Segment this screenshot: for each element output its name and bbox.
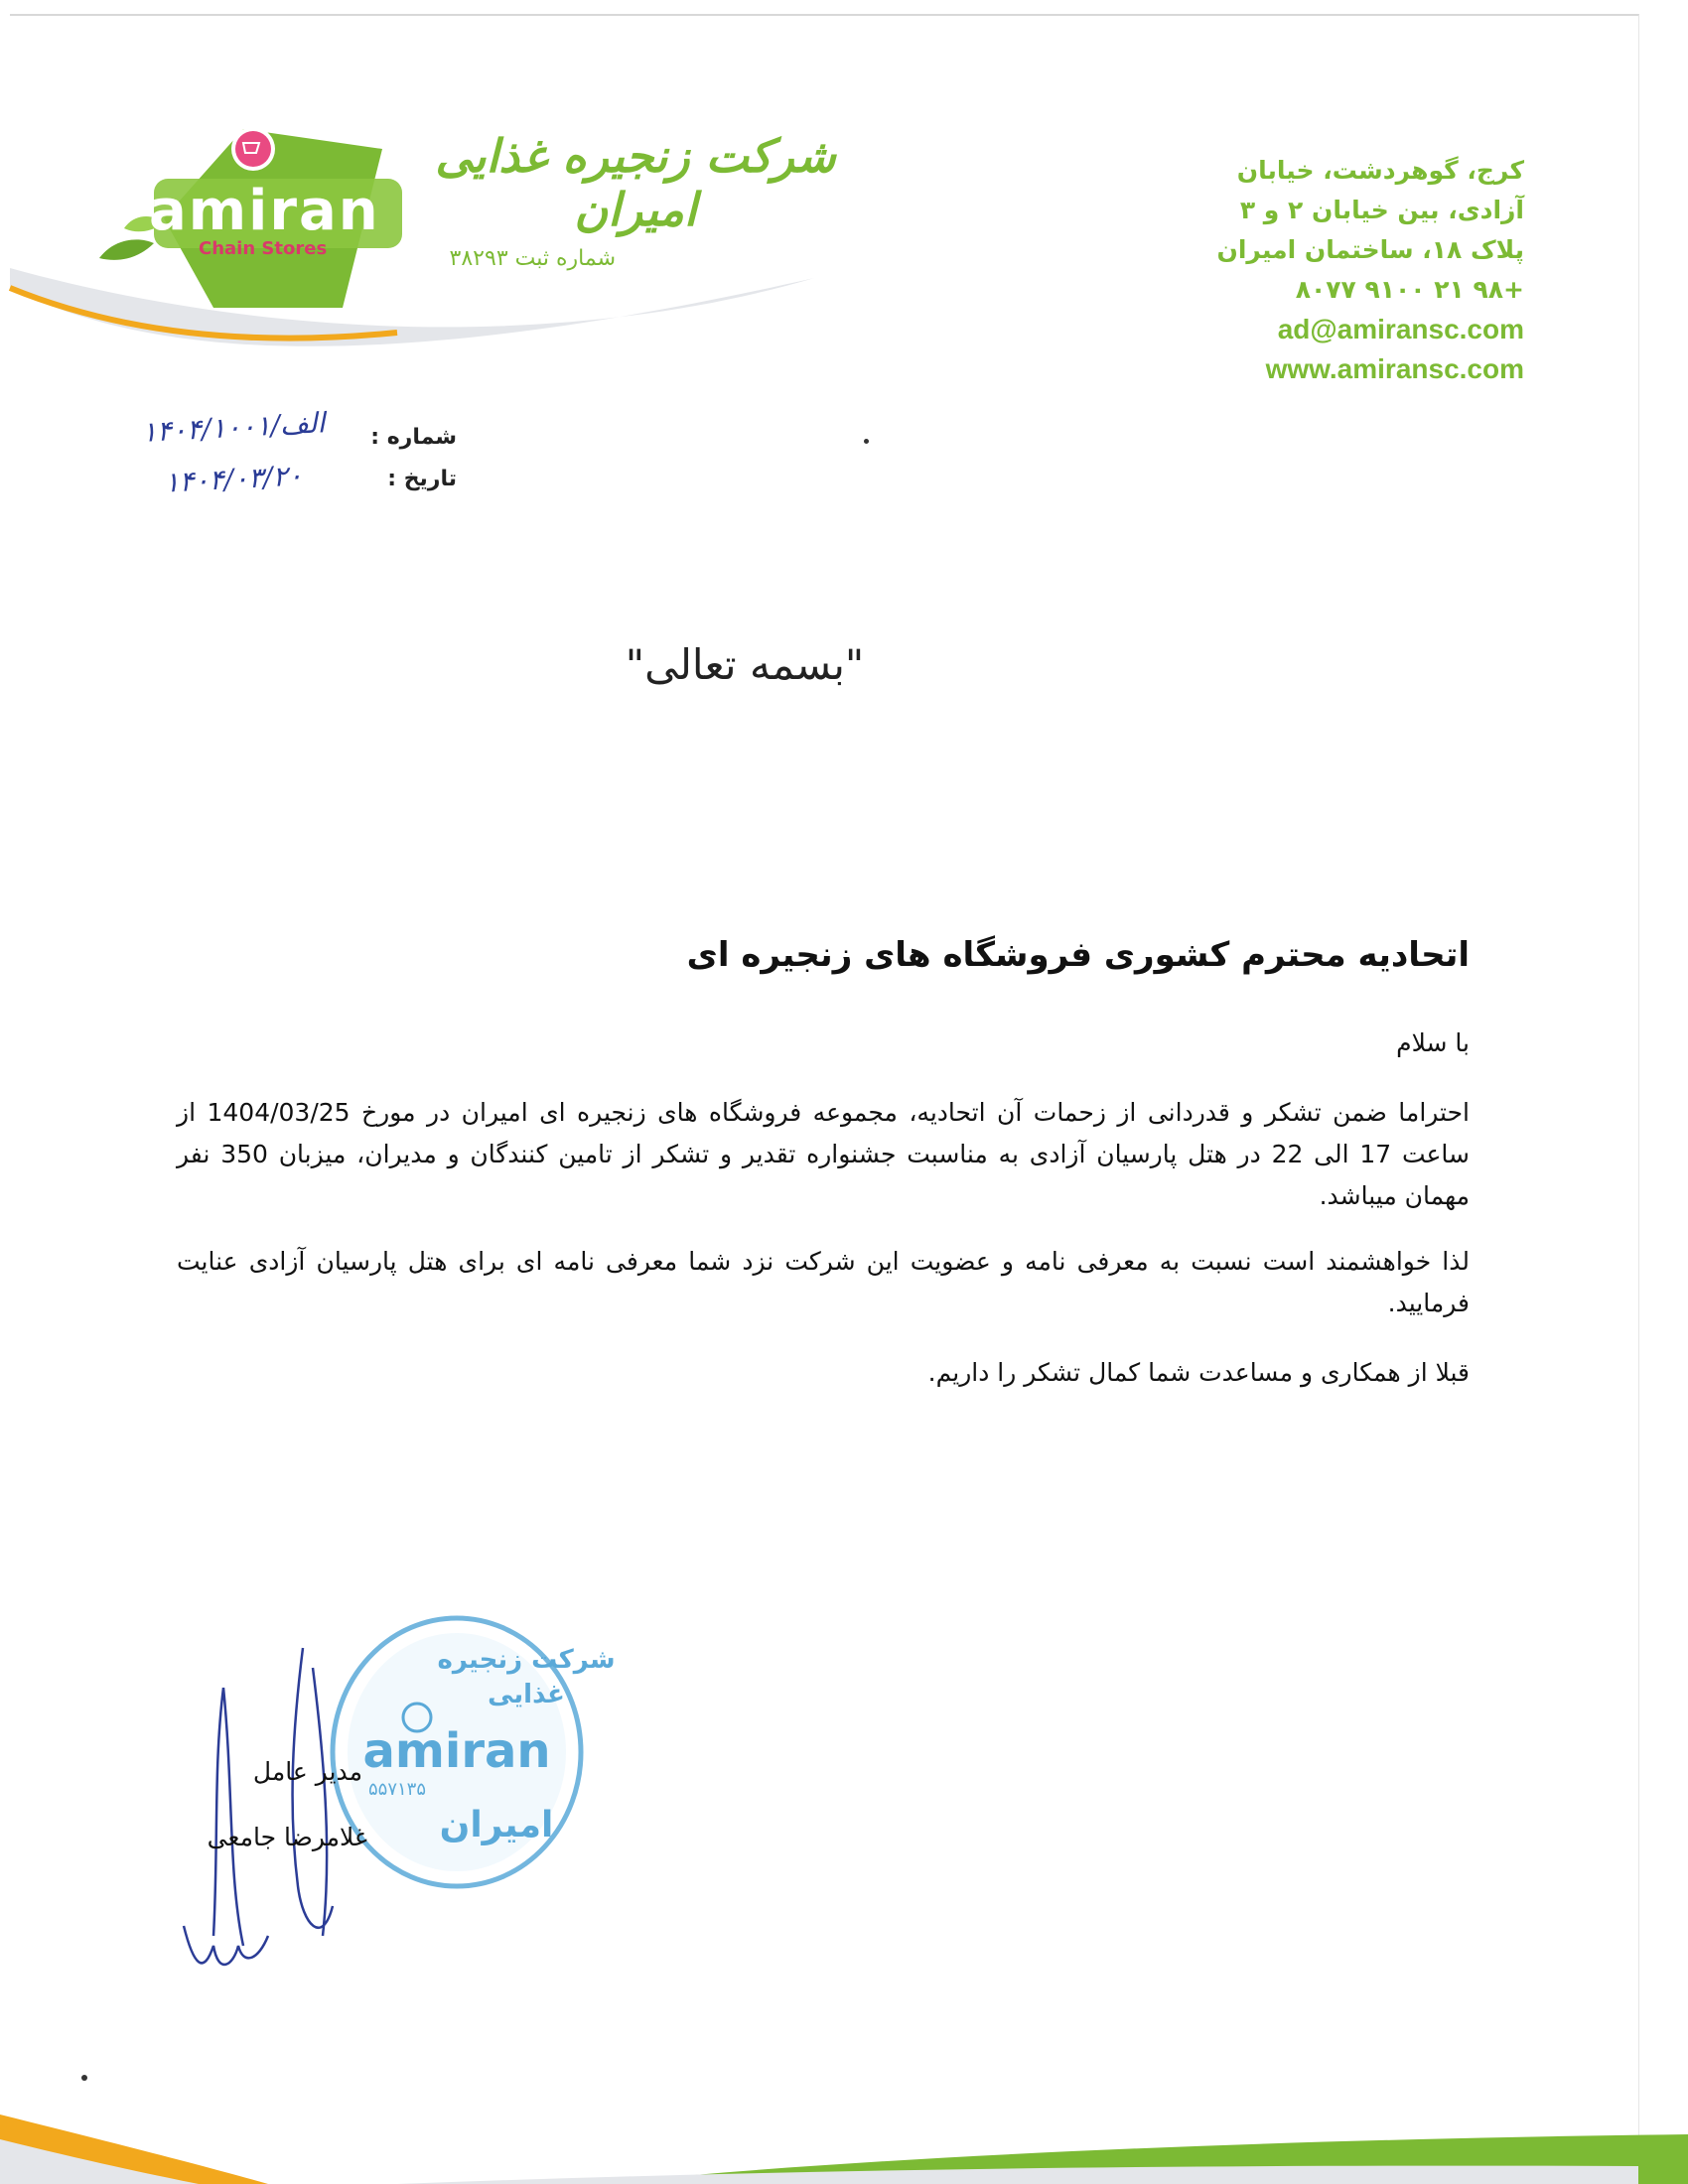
svg-text:شرکت زنجیره: شرکت زنجیره (437, 1645, 616, 1675)
address-line-1: کرج، گوهردشت، خیابان (1236, 156, 1524, 185)
registration-number: شماره ثبت ۳۸۲۹۳ (449, 246, 616, 271)
handwritten-signature (174, 1648, 372, 1985)
address-line-2: آزادی، بین خیابان ۲ و ۳ (1239, 196, 1524, 224)
scan-speck (81, 2075, 87, 2081)
signatory-title: مدیر عامل (252, 1757, 362, 1786)
letter-number: ۱۴۰۴/الف/۱۰۰۱ (141, 406, 326, 449)
svg-text:امیران: امیران (439, 1805, 554, 1845)
company-name: شرکت زنجیره غذایی امیران (435, 129, 836, 236)
svg-text:غذایی: غذایی (488, 1680, 565, 1709)
footer-swoosh (0, 2095, 1688, 2184)
svg-text:amiran: amiran (362, 1723, 551, 1779)
body-paragraph-2: لذا خواهشمند است نسبت به معرفی نامه و عضویت این شرکت نزد شما معرفی نامه ای برای هتل پارسیان آزادی عنایت فرمایید. (177, 1247, 1470, 1317)
bismillah-heading: "بسمه تعالی" (625, 640, 865, 689)
company-address (1187, 151, 1524, 389)
signatory-name: غلامرضا جامعی (207, 1823, 367, 1851)
recipient-heading: اتحادیه محترم کشوری فروشگاه های زنجیره ای (686, 935, 1470, 975)
logo-wordmark: amiran (149, 179, 380, 243)
date-label: تاریخ : (387, 467, 457, 491)
number-label: شماره : (370, 425, 457, 450)
address-line-3: پلاک ۱۸، ساختمان امیران (1216, 235, 1524, 264)
body-paragraph-1: احتراما ضمن تشکر و قدردانی از زحمات آن اتحادیه، مجموعه فروشگاه های زنجیره ای امیران در مورخ 1404/03/25 از ساعت 17 الی 22 در هتل پارسیان آزادی به مناسبت جشنواره تقدیر و تشکر از تامین کنندگان و مدیران، میزبان 350 نفر مهمان میباشد. (177, 1098, 1471, 1210)
body-paragraph-3: قبلا از همکاری و مساعدت شما کمال تشکر را داریم. (927, 1358, 1470, 1387)
letter-date: ۱۴۰۴/۰۳/۲۰ (163, 459, 304, 499)
email-address: ad@amiransc.com (1277, 314, 1524, 344)
website-url: www.amiransc.com (1265, 353, 1524, 384)
phone-number: +۹۸ ۲۱ ۹۱۰۰ ۸۰۷۷ (1295, 275, 1524, 304)
scan-speck (864, 439, 869, 444)
greeting: با سلام (1396, 1028, 1470, 1057)
svg-text:۵۵۷۱۳۵: ۵۵۷۱۳۵ (367, 1779, 427, 1800)
logo-subtitle: Chain Stores (199, 238, 328, 259)
